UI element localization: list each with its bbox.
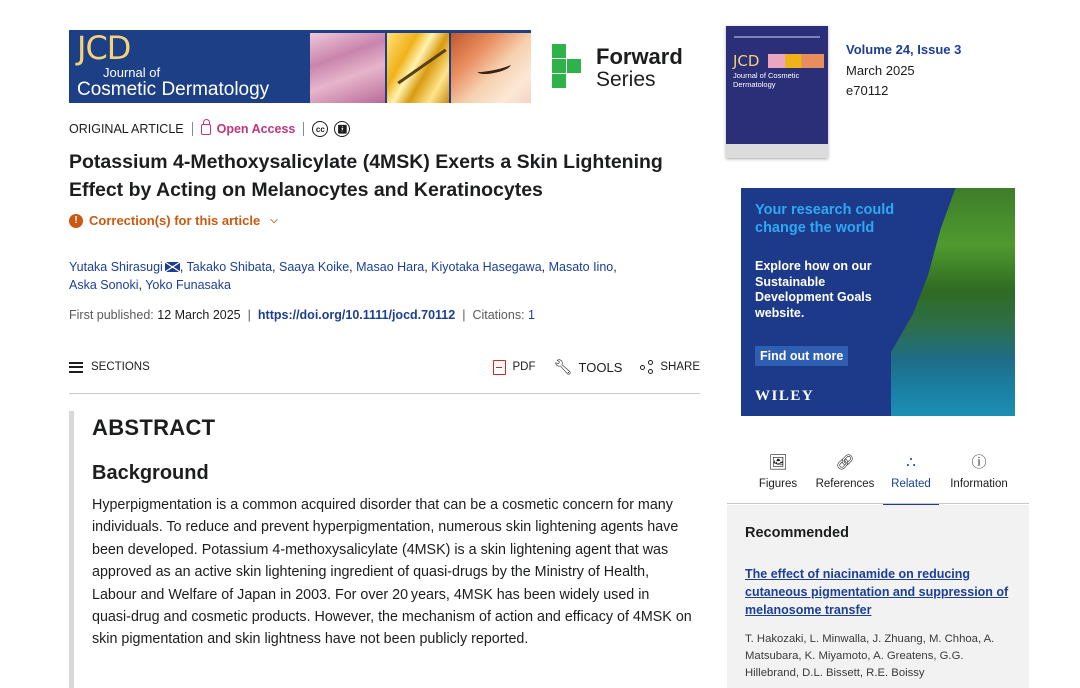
author-list: Yutaka Shirasugi , Takako Shibata, Saaya Koike, Masao Hara, Kiyotaka Hasegawa, Masato Iino, Aska Sonoki, Yoko Funasaka	[69, 260, 617, 292]
sections-label: SECTIONS	[91, 361, 150, 373]
tools-label: TOOLS	[578, 359, 623, 375]
tab-label: Figures	[758, 478, 798, 490]
author-link[interactable]: Yutaka Shirasugi	[69, 260, 163, 274]
cover-image-strip	[768, 54, 824, 68]
author-link[interactable]: Saaya Koike	[278, 260, 350, 274]
tools-button[interactable]	[553, 358, 622, 376]
toolbar-divider	[69, 393, 700, 394]
issue-date: March 2025	[846, 62, 915, 78]
chevron-down-icon: ⌵	[270, 215, 278, 226]
doi-link[interactable]: https://doi.org/10.1111/jocd.70112	[257, 308, 456, 322]
journal-name: Cosmetic Dermatology	[77, 79, 270, 100]
pdf-button[interactable]	[493, 360, 535, 375]
recommended-article-authors: T. Hakozaki, L. Minwalla, J. Zhuang, M. Chhoa, A. Matsubara, K. Miyamoto, A. Greatens, G.G. Hillebrand, D.L. Bissett, R.E. Boissy	[745, 633, 995, 679]
issue-info	[846, 40, 961, 102]
article-meta-line	[69, 121, 350, 137]
link-icon: 🔗︎	[835, 454, 855, 471]
author-link[interactable]: Yoko Funasaka	[145, 278, 231, 292]
first-published-label: First published:	[69, 308, 154, 322]
wiley-ad[interactable]	[741, 188, 1015, 416]
alert-icon: !	[69, 214, 83, 228]
publication-info: First published: 12 March 2025 | https://doi.org/10.1111/jocd.70112 | Citations: 1	[69, 308, 535, 322]
recommended-panel	[727, 505, 1029, 688]
correction-toggle[interactable]	[69, 213, 278, 228]
recommended-article-link[interactable]: The effect of niacinamide on reducing cutaneous pigmentation and suppression of melanosome transfer	[745, 567, 1009, 617]
tab-label: References	[815, 478, 875, 490]
recommended-heading: Recommended	[745, 525, 849, 541]
author-link[interactable]: Kiyotaka Hasegawa	[431, 260, 542, 274]
share-label: SHARE	[660, 361, 700, 373]
correction-label: Correction(s) for this article	[89, 213, 261, 228]
banner-skin-image	[310, 33, 385, 103]
article-toolbar	[69, 358, 700, 380]
tab-label: Related	[891, 478, 931, 490]
related-icon: ∴	[906, 454, 916, 471]
issue-volume-link[interactable]: Volume 24, Issue 3	[846, 42, 962, 57]
tab-related[interactable]	[883, 450, 939, 504]
pdf-label: PDF	[512, 361, 536, 373]
citations-label: Citations:	[472, 308, 525, 322]
creative-commons-icon: cc	[312, 121, 328, 137]
abstract-section	[69, 411, 700, 688]
journal-cover[interactable]	[726, 26, 828, 158]
tab-label: Information	[950, 478, 1008, 490]
journal-subtitle: Journal of	[103, 65, 161, 80]
background-heading: Background	[92, 462, 209, 484]
attribution-icon: 🚹︎	[334, 121, 350, 137]
sidebar-tabs	[741, 450, 1029, 504]
share-button[interactable]	[640, 360, 700, 374]
email-icon[interactable]	[165, 262, 180, 272]
forward-series-icon	[552, 44, 584, 90]
forward-series-subtitle: Series	[596, 68, 656, 91]
citations-count[interactable]: 1	[528, 308, 535, 322]
journal-abbr: JCD	[77, 30, 131, 67]
journal-banner-text	[77, 32, 269, 99]
image-icon: 🖼︎	[768, 454, 788, 471]
ad-headline: Your research could change the world	[755, 202, 895, 236]
ad-body: Explore how on our Sustainable Development Goals website.	[755, 259, 872, 320]
abstract-text: Hyperpigmentation is a common acquired disorder that can be a cosmetic concern for many individuals. To reduce and prevent hyperpigmentation, numerous skin lightening agents have been developed. Potassium 4-methoxysalicylate (4MSK) is a skin lightening agent that was approved as an active skin lightening ingredient of quasi-drugs by the Ministry of Health, Labour and Welfare of Japan in 2003. For over 20 years, 4MSK has been widely used in quasi-drug and cosmetic products. However, the mechanism of action and efficacy of 4MSK on skin pigmentation and skin lightness have not been publicly reported.	[92, 497, 692, 648]
info-icon: ⓘ	[971, 454, 987, 471]
author-link[interactable]: Aska Sonoki	[69, 278, 139, 292]
first-published-date: 12 March 2025	[157, 308, 241, 322]
forward-series-title: Forward	[596, 44, 683, 69]
tabs-divider	[727, 503, 1029, 504]
cover-subtitle: Journal of Cosmetic Dermatology	[733, 71, 800, 89]
banner-eye-image	[451, 33, 531, 103]
article-title: Potassium 4-Methoxysalicylate (4MSK) Exerts a Skin Lightening Effect by Acting on Melanocytes and Keratinocytes	[69, 151, 663, 201]
open-lock-icon	[201, 124, 211, 135]
tab-information[interactable]	[945, 450, 1013, 504]
open-access-badge[interactable]	[201, 122, 296, 136]
find-out-more-button[interactable]: Find out more	[755, 346, 848, 366]
banner-tools-image	[387, 33, 449, 103]
tab-references[interactable]	[813, 450, 877, 504]
author-link[interactable]: Masato Iino	[548, 260, 614, 274]
divider	[303, 122, 304, 136]
open-access-label: Open Access	[216, 122, 296, 136]
article-type: ORIGINAL ARTICLE	[69, 122, 184, 136]
list-icon	[69, 362, 83, 373]
license-icons[interactable]	[312, 121, 350, 137]
author-link[interactable]: Takako Shibata	[186, 260, 273, 274]
tab-figures[interactable]	[753, 450, 803, 504]
cover-footer	[726, 144, 828, 158]
pdf-icon	[493, 360, 506, 375]
article-id: e70112	[846, 83, 889, 98]
abstract-heading: ABSTRACT	[92, 415, 216, 440]
sections-button[interactable]	[69, 361, 150, 373]
wrench-icon: 🔧︎	[553, 359, 573, 376]
divider	[192, 122, 193, 136]
share-icon	[640, 360, 654, 374]
wiley-logo: WILEY	[755, 388, 815, 404]
cover-abbr: JCD	[733, 52, 760, 70]
forward-series-logo[interactable]	[552, 44, 692, 92]
ad-forest-image	[891, 188, 1015, 416]
author-link[interactable]: Masao Hara	[356, 260, 425, 274]
journal-banner[interactable]	[69, 30, 531, 103]
